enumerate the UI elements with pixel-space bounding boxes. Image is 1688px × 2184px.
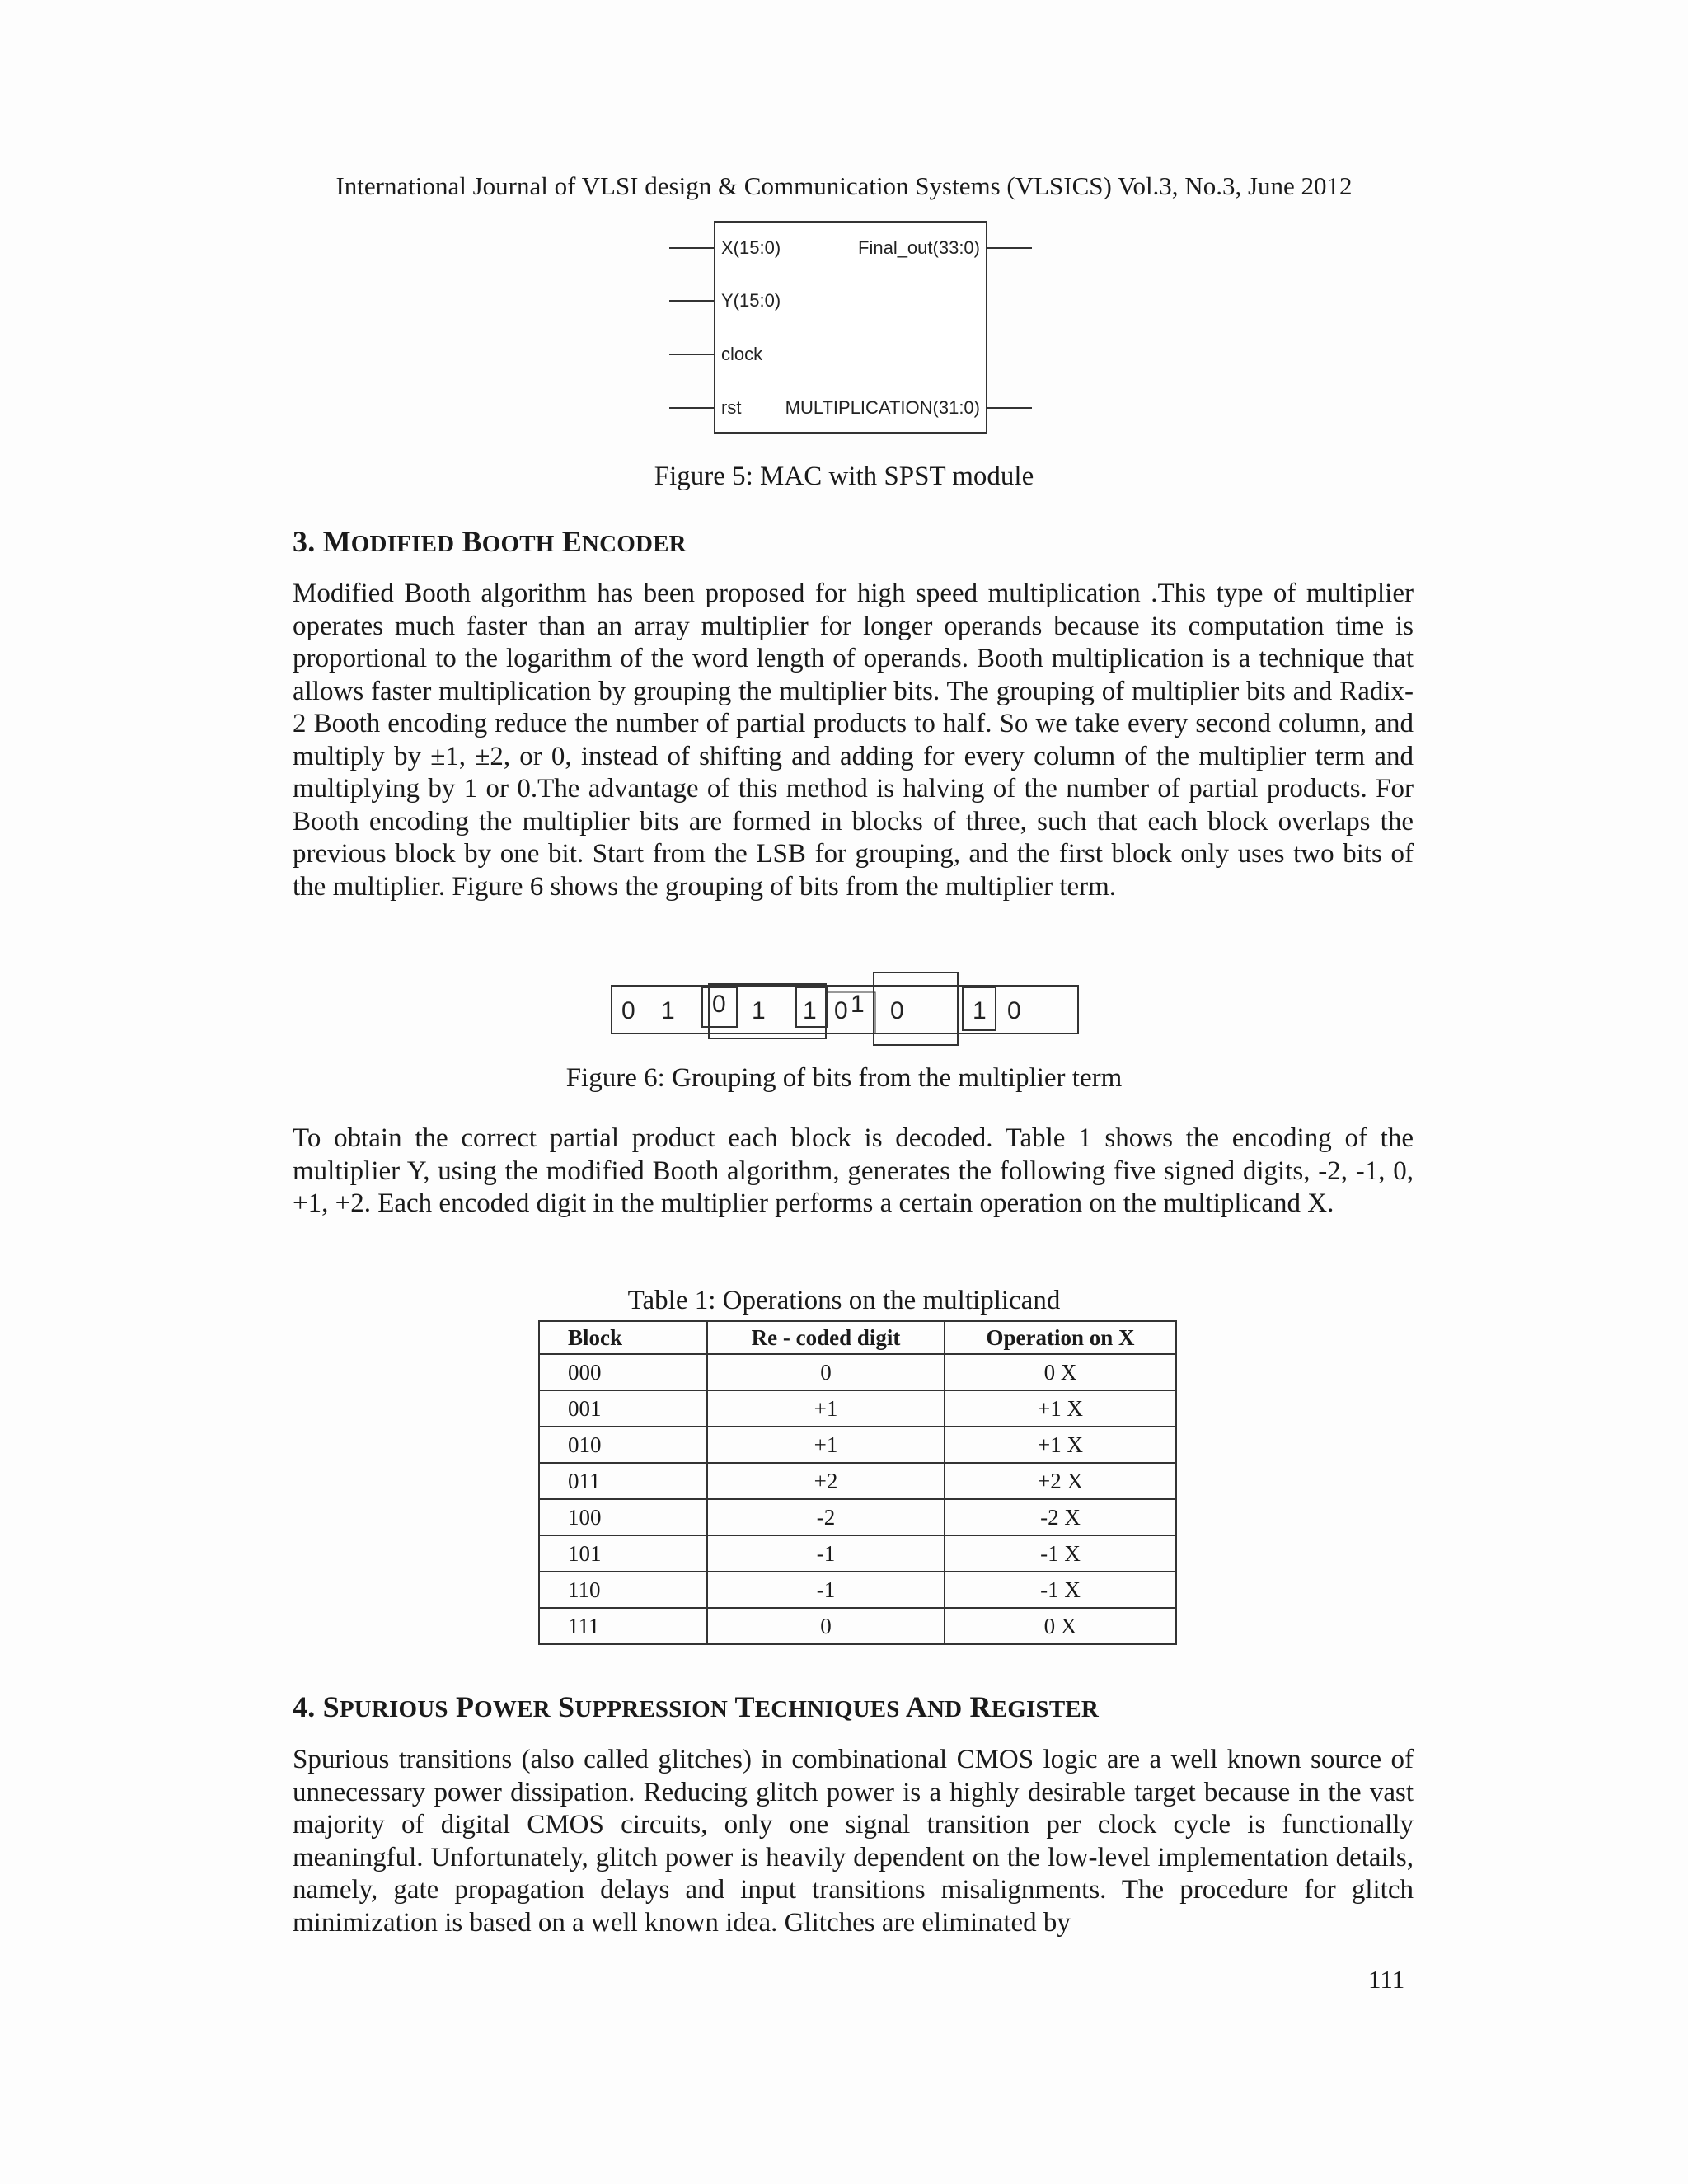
cell-operation: 0 X [945,1354,1176,1390]
cell-recoded-digit: 0 [707,1354,945,1390]
heading-word: MODIFIED [322,525,455,558]
pin-label-y: Y(15:0) [721,290,781,311]
table-row [539,1572,1176,1608]
heading-number: 4. [293,1690,323,1723]
cell-recoded-digit: +1 [707,1427,945,1463]
pin-label-final-out: Final_out(33:0) [858,237,980,258]
cell-operation: -1 X [945,1535,1176,1572]
bit-digit: 1 [661,997,675,1024]
heading-word: TECHNIQUES [734,1690,900,1723]
page-number: 111 [1368,1965,1405,1994]
cell-operation: -2 X [945,1499,1176,1535]
cell-block: 110 [539,1572,707,1608]
table-row [539,1499,1176,1535]
cell-recoded-digit: +1 [707,1390,945,1427]
figure-5-caption: Figure 5: MAC with SPST module [654,462,1034,491]
bit-digit: 0 [890,997,904,1024]
table-row [539,1608,1176,1644]
section-4-paragraph-1: Spurious transitions (also called glitches) in combinational CMOS logic are a well known source of unnecessary power dissipation. Reducing glitch power is a highly desirable target because in the vast majority of digital CMOS circuits, only one signal transition per clock cycle is functionally meaningful. Unfortunately, glitch power is heavily dependent on the low-level implementation details, namely, gate propagation delays and input transitions misalignments. The procedure for glitch minimization is based on a well known idea. Glitches are eliminated by [293,1745,1414,1938]
cell-recoded-digit: -2 [707,1499,945,1535]
pin-line-multiplication [987,407,1032,409]
pin-line-final-out [987,247,1032,249]
pin-line-x [669,247,714,249]
heading-word: POWER [455,1690,551,1723]
table-row [539,1354,1176,1390]
cell-block: 011 [539,1463,707,1499]
table-row [539,1390,1176,1427]
heading-word: SPURIOUS [322,1690,448,1723]
bit-digit: 0 [712,991,726,1018]
section-3-paragraph-1: Modified Booth algorithm has been proposed for high speed multiplication .This type of multiplier operates much faster than an array multiplier for longer operands because its computation time is proportional to the logarithm of the word length of operands. Booth multiplication is a technique that allows faster multiplication by grouping the multiplier bits. The grouping of multiplier bits and Radix-2 Booth encoding reduce the number of partial products to half. So we take every second column, and multiply by ±1, ±2, or 0, instead of shifting and adding for every column of the multiplier term and multiplying by 1 or 0.The advantage of this method is halving of the number of partial products. For Booth encoding the multiplier bits are formed in blocks of three, such that each block overlaps the previous block by one bit. Start from the LSB for grouping, and the first block only uses two bits of the multiplier. Figure 6 shows the grouping of bits from the multiplier term. [293,579,1414,902]
cell-operation: 0 X [945,1608,1176,1644]
cell-operation: +1 X [945,1427,1176,1463]
figure-6-caption: Figure 6: Grouping of bits from the multiplier term [565,1063,1123,1093]
mac-module-box [714,221,987,434]
cell-operation: +1 X [945,1390,1176,1427]
cell-block: 101 [539,1535,707,1572]
cell-recoded-digit: -1 [707,1535,945,1572]
journal-header: International Journal of VLSI design & Communication Systems (VLSICS) Vol.3, No.3, June 2012 [335,171,1353,200]
cell-operation: -1 X [945,1572,1176,1608]
heading-word: SUPPRESSION [558,1690,728,1723]
heading-word: BOOTH [462,525,555,558]
table-row [539,1535,1176,1572]
bit-digit: 1 [851,991,865,1018]
cell-block: 010 [539,1427,707,1463]
bit-digit: 0 [1007,997,1021,1024]
table-row [539,1427,1176,1463]
table-1-caption: Table 1: Operations on the multiplicand [627,1286,1061,1315]
figure-6-bit-grouping [610,969,1080,1052]
table-header-row [539,1321,1176,1354]
heading-word: REGISTER [969,1690,1100,1723]
pin-label-multiplication: MULTIPLICATION(31:0) [785,397,980,418]
cell-block: 001 [539,1390,707,1427]
pin-label-rst: rst [721,397,742,418]
table-row [539,1463,1176,1499]
cell-recoded-digit: +2 [707,1463,945,1499]
section-4-heading [293,1690,1099,1724]
pin-line-rst [669,407,714,409]
cell-block: 111 [539,1608,707,1644]
table-1 [538,1320,1177,1645]
bit-digit: 0 [834,997,848,1024]
pin-label-x: X(15:0) [721,237,781,258]
heading-word: AND [905,1690,963,1723]
col-header-block: Block [539,1321,707,1354]
pin-line-clock [669,354,714,355]
section-3-paragraph-2: To obtain the correct partial product each block is decoded. Table 1 shows the encoding of the multiplier Y, using the modified Booth algorithm, generates the following five signed digits, -2, -1, 0, +1, +2. Each encoded digit in the multiplier performs a certain operation on the multiplicand X. [293,1123,1414,1218]
bit-digit: 0 [621,997,635,1024]
cell-recoded-digit: -1 [707,1572,945,1608]
bit-digit: 1 [803,997,817,1024]
col-header-operation: Operation on X [945,1321,1176,1354]
cell-operation: +2 X [945,1463,1176,1499]
cell-block: 000 [539,1354,707,1390]
heading-number: 3. [293,525,323,558]
pin-line-y [669,300,714,302]
cell-recoded-digit: 0 [707,1608,945,1644]
cell-block: 100 [539,1499,707,1535]
bit-digit: 1 [973,997,987,1024]
col-header-recoded-digit: Re - coded digit [707,1321,945,1354]
pin-label-clock: clock [721,344,763,364]
bit-digit: 1 [752,997,766,1024]
section-3-heading [293,524,687,559]
heading-word: ENCODER [561,525,687,558]
